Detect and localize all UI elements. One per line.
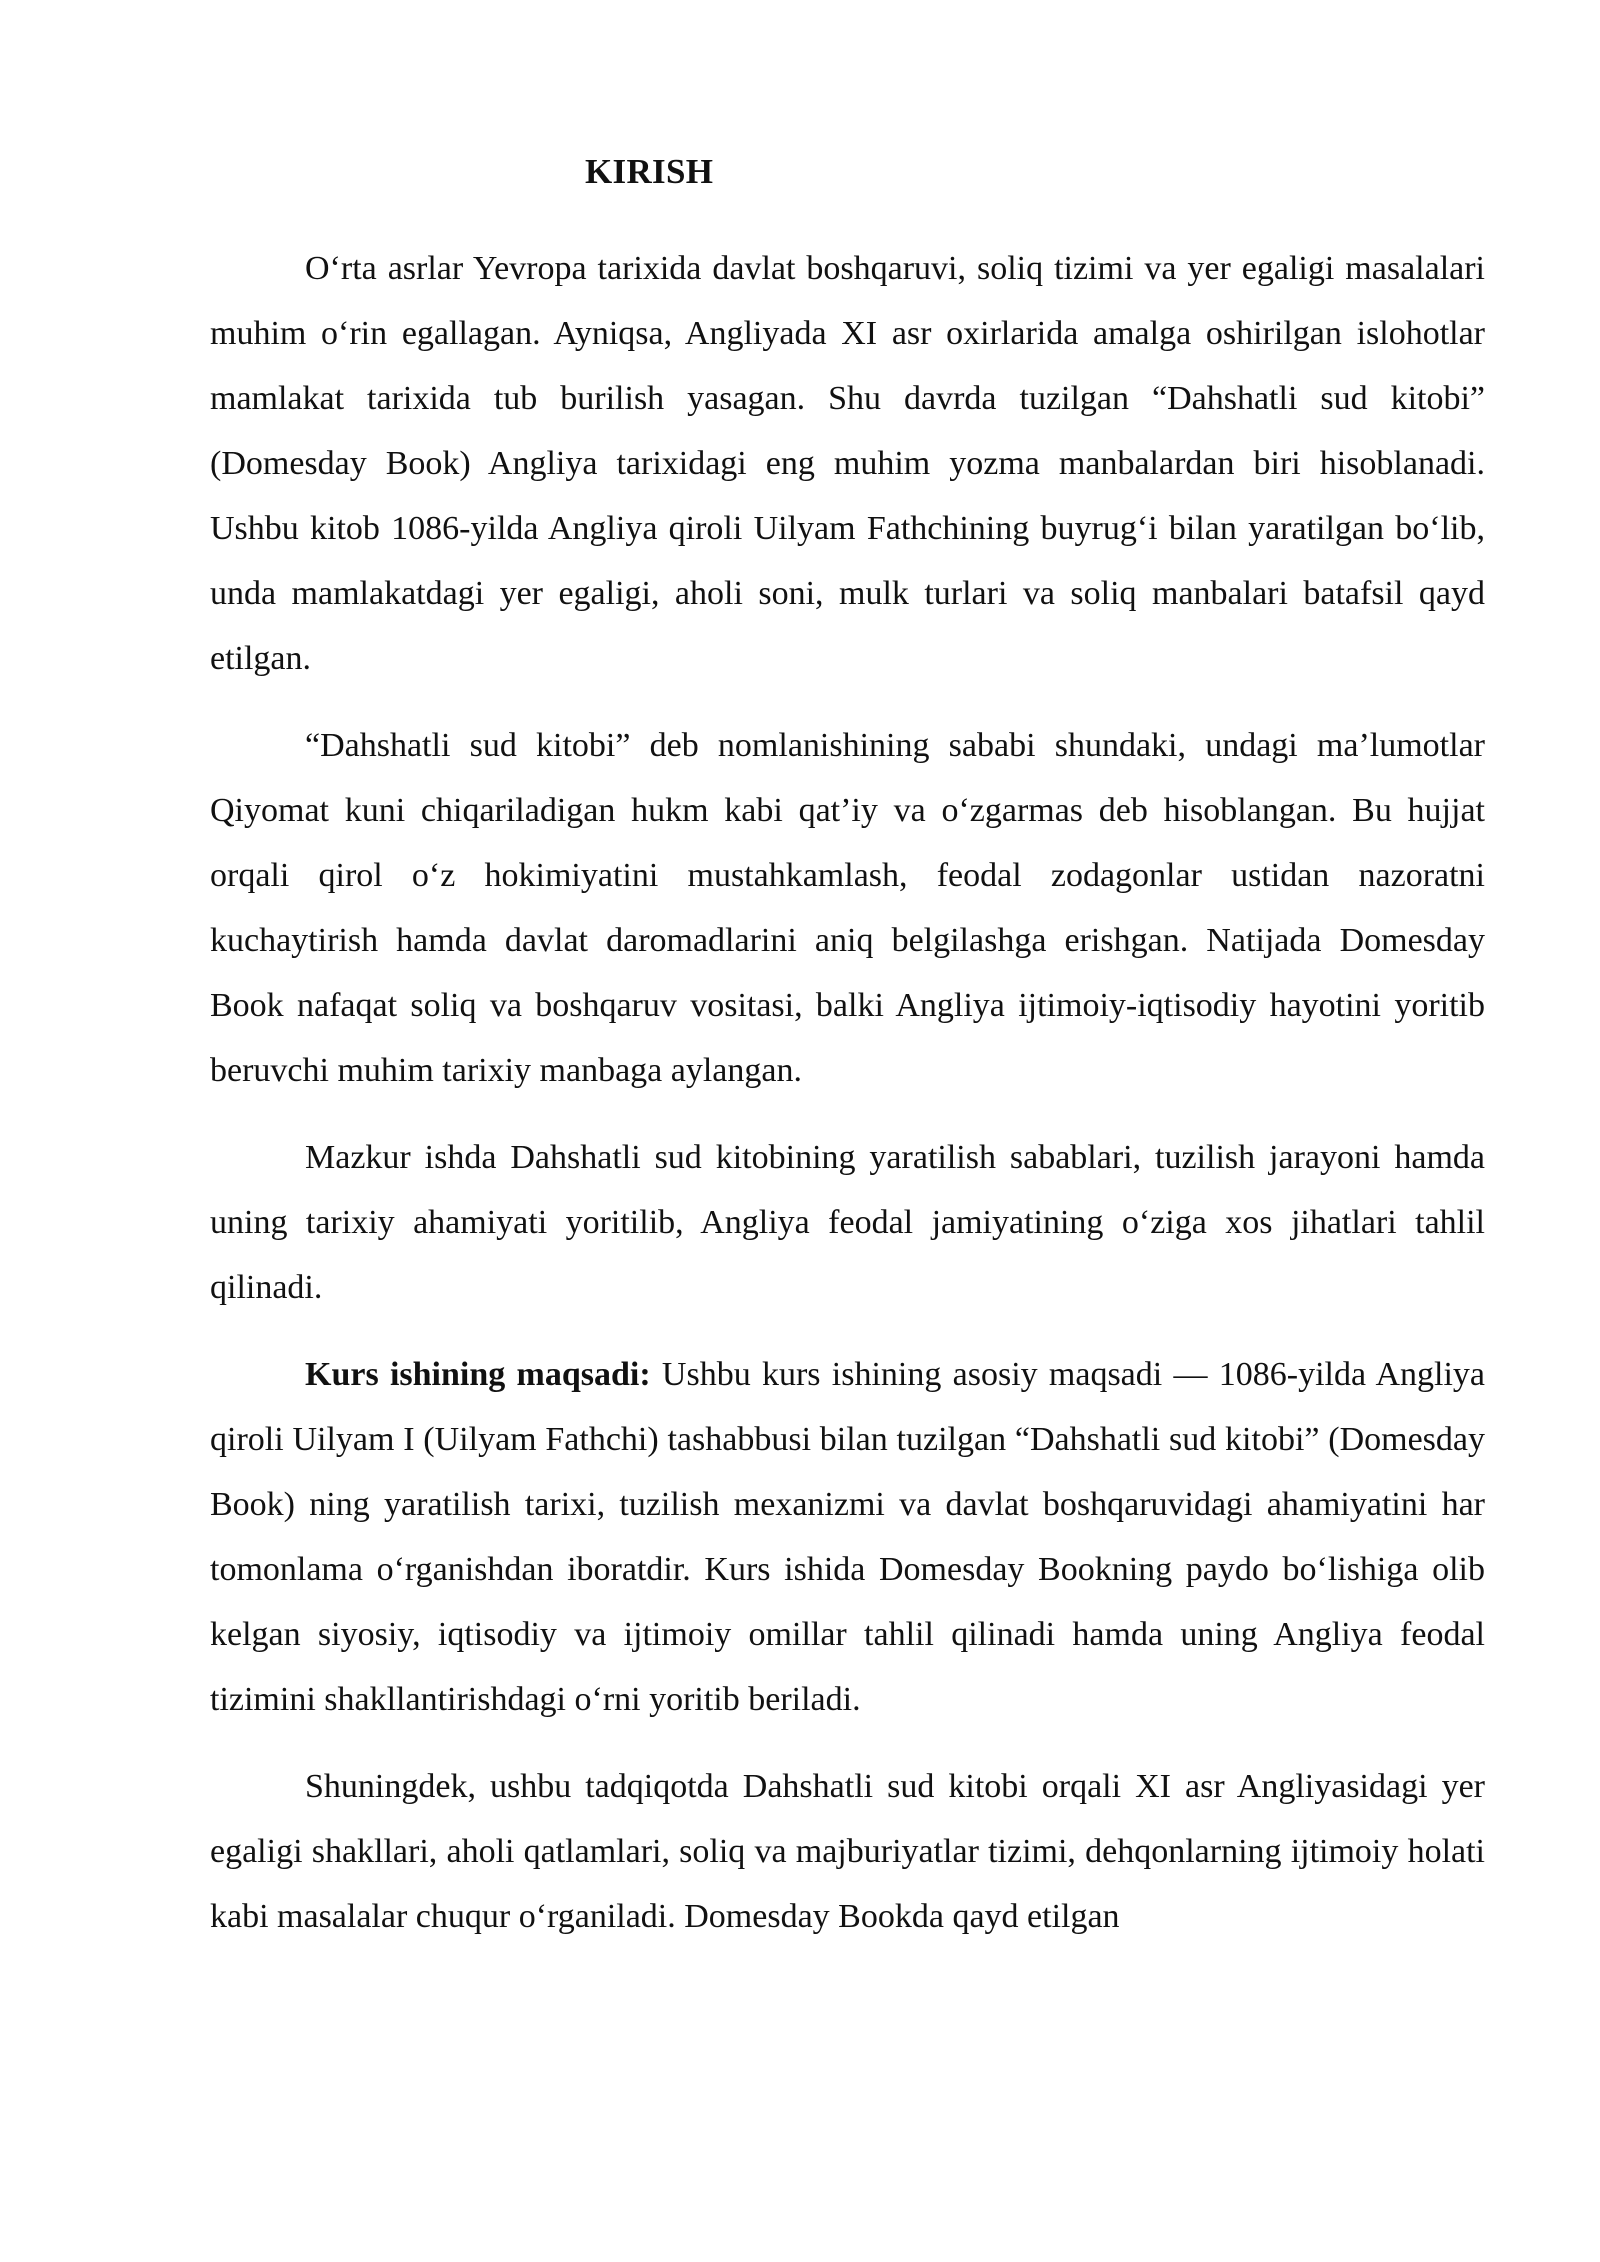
paragraph-2 (210, 713, 1485, 1103)
paragraph-5 (210, 1754, 1485, 1949)
paragraph-text: O‘rta asrlar Yevropa tarixida davlat boshqaruvi, soliq tizimi va yer egaligi masalalari muhim o‘rin egallagan. Ayniqsa, Angliyada XI asr oxirlarida amalga oshirilgan islohotlar mamlakat tarixida tub burilish yasagan. Shu davrda tuzilgan “Dahshatli sud kitobi” (Domesday Book) Angliya tarixidagi eng muhim yozma manbalardan biri hisoblanadi. Ushbu kitob 1086-yilda Angliya qiroli Uilyam Fathchining buyrug‘i bilan yaratilgan bo‘lib, unda mamlakatdagi yer egaligi, aholi soni, mulk turlari va soliq manbalari batafsil qayd etilgan. (210, 250, 1485, 677)
paragraph-lead-heading: Kurs ishining maqsadi: (305, 1356, 651, 1393)
paragraph-text: “Dahshatli sud kitobi” deb nomlanishining sababi shundaki, undagi ma’lumotlar Qiyomat kuni chiqariladigan hukm kabi qat’iy va o‘zgarmas deb hisoblangan. Bu hujjat orqali qirol o‘z hokimiyatini mustahkamlash, feodal zodagonlar ustidan nazoratni kuchaytirish hamda davlat daromadlarini aniq belgilashga erishgan. Natijada Domesday Book nafaqat soliq va boshqaruv vositasi, balki Angliya ijtimoiy-iqtisodiy hayotini yoritib beruvchi muhim tarixiy manbaga aylangan. (210, 727, 1485, 1089)
paragraph-text: Mazkur ishda Dahshatli sud kitobining yaratilish sabablari, tuzilish jarayoni hamda uning tarixiy ahamiyati yoritilib, Angliya feodal jamiyatining o‘ziga xos jihatlari tahlil qilinadi. (210, 1139, 1485, 1306)
page-title: KIRISH (585, 152, 714, 191)
paragraph-1 (210, 236, 1485, 691)
paragraph-text: Shuningdek, ushbu tadqiqotda Dahshatli sud kitobi orqali XI asr Angliyasidagi yer egaligi shakllari, aholi qatlamlari, soliq va majburiyatlar tizimi, dehqonlarning ijtimoiy holati kabi masalalar chuqur o‘rganiladi. Domesday Bookda qayd etilgan (210, 1768, 1485, 1935)
document-body (210, 236, 1485, 1971)
paragraph-4 (210, 1342, 1485, 1732)
paragraph-text: Ushbu kurs ishining asosiy maqsadi — 1086-yilda Angliya qiroli Uilyam I (Uilyam Fathchi) tashabbusi bilan tuzilgan “Dahshatli sud kitobi” (Domesday Book) ning yaratilish tarixi, tuzilish mexanizmi va davlat boshqaruvidagi ahamiyatini har tomonlama o‘rganishdan iboratdir. Kurs ishida Domesday Bookning paydo bo‘lishiga olib kelgan siyosiy, iqtisodiy va ijtimoiy omillar tahlil qilinadi hamda uning Angliya feodal tizimini shakllantirishdagi o‘rni yoritib beriladi. (210, 1356, 1485, 1718)
paragraph-3 (210, 1125, 1485, 1320)
